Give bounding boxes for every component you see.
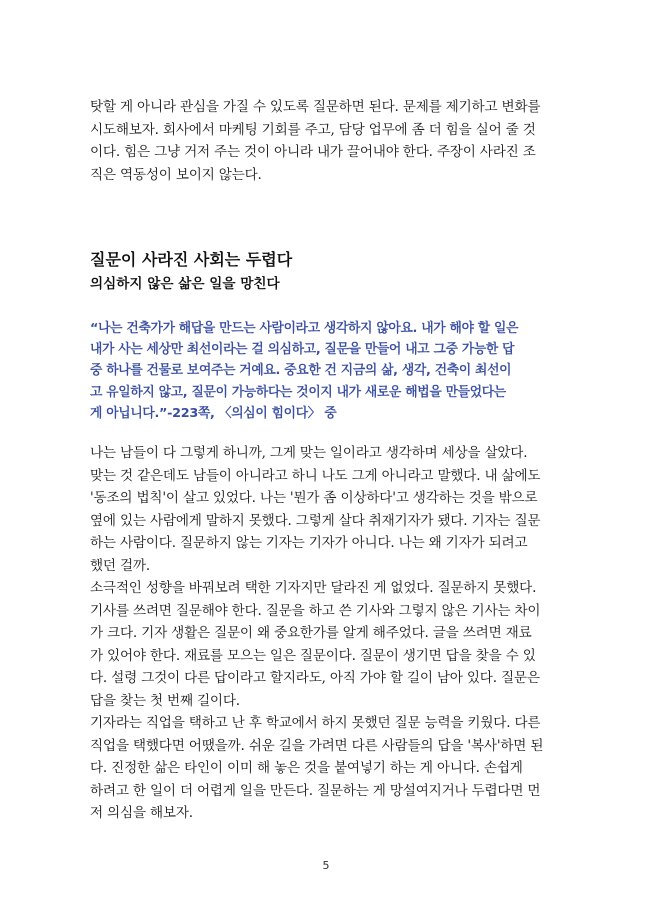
quote-line: “나는 건축가가 해답을 만드는 사람이라고 생각하지 않아요. 내가 해야 할 일은 xyxy=(90,321,519,336)
text-line: 직은 역동성이 보이지 않는다. xyxy=(90,166,262,183)
section-heading: 질문이 사라진 사회는 두렵다 xyxy=(90,250,293,269)
body-text xyxy=(90,442,562,825)
text-line: 하는 사람이다. 질문하지 않는 기자는 기자가 아니다. 나는 왜 기자가 되려고 xyxy=(90,535,528,551)
text-line: 했던 걸까. xyxy=(90,557,150,574)
text-line: 가 있어야 한다. 재료를 모으는 일은 질문이다. 질문이 생기면 답을 찾을 수 있 xyxy=(90,647,536,664)
text-line: 탓할 게 아니라 관심을 가질 수 있도록 질문하면 된다. 문제를 제기하고 변화를 xyxy=(90,99,541,115)
page-number: 5 xyxy=(322,859,330,872)
text-line: 하려고 한 일이 더 어렵게 일을 만든다. 질문하는 게 망설여지거나 두렵다면 먼 xyxy=(90,782,541,799)
text-line: 다. 진정한 삶은 타인이 이미 해 놓은 것을 붙여넣기 하는 게 아니다. 손쉽게 xyxy=(90,760,523,776)
text-line: 기사를 쓰려면 질문해야 한다. 질문을 하고 쓴 기사와 그렇지 않은 기사는 차이 xyxy=(90,602,541,619)
text-line: 저 의심을 해보자. xyxy=(90,805,193,821)
quote-line: 중 하나를 건물로 보여주는 거예요. 중요한 건 지금의 삶, 생각, 건축이 최선이 xyxy=(90,363,512,379)
quote-line: 고 유일하지 않고, 질문이 가능하다는 것이지 내가 새로운 해법을 만들었다는 xyxy=(90,384,506,400)
text-line: 직업을 택했다면 어땠을까. 쉬운 길을 가려면 다른 사람들의 답을 '복사'하면 된 xyxy=(90,737,544,754)
text-line: '동조의 법칙'이 살고 있었다. 나는 '뭔가 좀 이상하다'고 생각하는 것을 밖으로 xyxy=(90,490,538,506)
intro-paragraph xyxy=(90,96,562,186)
text-line: 맞는 것 같은데도 남들이 아니라고 하니 나도 그게 아니라고 말했다. 내 삶에도 xyxy=(90,467,541,484)
text-line: 가 크다. 기자 생활은 질문이 왜 중요한가를 알게 해주었다. 글을 쓰려면 재료 xyxy=(90,625,532,641)
text-line: 옆에 있는 사람에게 말하지 못했다. 그렇게 살다 취재기자가 됐다. 기자는 질문 xyxy=(90,512,541,529)
text-line: 시도해보자. 회사에서 마케팅 기회를 주고, 담당 업무에 좀 더 힘을 실어 줄 것 xyxy=(90,121,536,138)
quote-block xyxy=(90,318,562,424)
text-line: 다. 설령 그것이 다른 답이라고 할지라도, 아직 가야 할 길이 남아 있다. 질문은 xyxy=(90,670,540,686)
text-line: 나는 남들이 다 그렇게 하니까, 그게 맞는 일이라고 생각하며 세상을 살았다. xyxy=(90,445,528,461)
text-line: 기자라는 직업을 택하고 난 후 학교에서 하지 못했던 질문 능력을 키웠다. 다른 xyxy=(90,715,541,731)
quote-line: 게 아닙니다.”-223쪽, 〈의심이 힘이다〉 중 xyxy=(90,405,337,421)
section-subheading: 의심하지 않은 삶은 일을 망친다 xyxy=(90,276,280,292)
text-line: 소극적인 성향을 바꿔보려 택한 기자지만 달라진 게 없었다. 질문하지 못했다. xyxy=(90,580,537,596)
quote-line: 내가 사는 세상만 최선이라는 걸 의심하고, 질문을 만들어 내고 그중 가능한 답 xyxy=(90,342,515,358)
text-line: 이다. 힘은 그냥 거저 주는 것이 아니라 내가 끌어내야 한다. 주장이 사라진 조 xyxy=(90,144,536,160)
text-line: 답을 찾는 첫 번째 길이다. xyxy=(90,692,240,709)
